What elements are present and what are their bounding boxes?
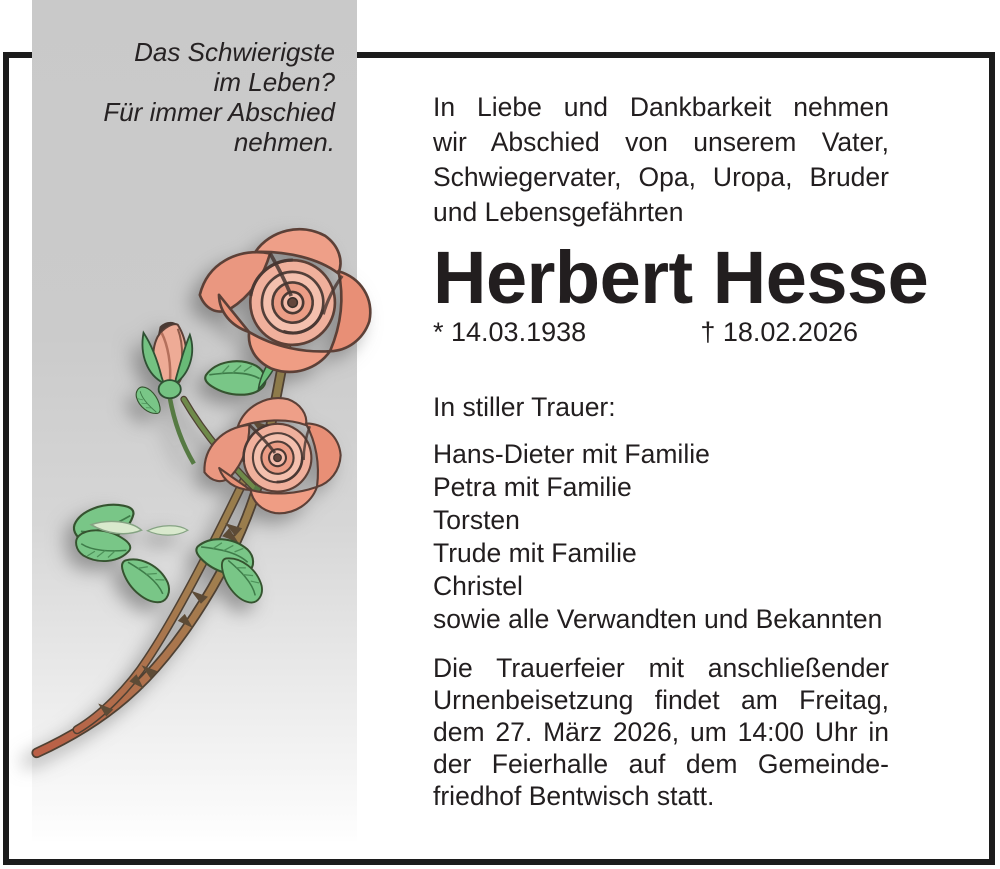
- mourners-list: [433, 438, 882, 636]
- mourning-heading: In stiller Trauer:: [433, 392, 616, 422]
- announcement-text: [433, 0, 929, 869]
- funeral-line: der Feierhalle auf dem Gemeinde-: [433, 749, 889, 779]
- quote-line: Für immer Abschied: [103, 97, 335, 127]
- mourner-name: sowie alle Verwandten und Bekannten: [433, 604, 883, 634]
- mourner-name: Torsten: [433, 505, 520, 535]
- mourner-name: Trude mit Familie: [433, 538, 637, 568]
- rose-illustration: [28, 226, 392, 770]
- deceased-name: Herbert Hesse: [433, 236, 929, 319]
- memorial-quote: [52, 37, 335, 157]
- death-date: † 18.02.2026: [700, 317, 858, 347]
- rose-top: [193, 226, 379, 380]
- intro-line: Schwiegervater, Opa, Uropa, Bruder: [433, 162, 889, 192]
- funeral-line: Urnenbeisetzung findet am Freitag,: [433, 685, 889, 715]
- intro-paragraph: [433, 90, 889, 230]
- mourner-name: Christel: [433, 571, 523, 601]
- intro-line: wir Abschied von unserem Vater,: [433, 127, 889, 157]
- mourner-name: Petra mit Familie: [433, 472, 632, 502]
- quote-line: nehmen.: [233, 127, 335, 157]
- funeral-line: Die Trauerfeier mit anschließender: [433, 653, 889, 683]
- funeral-paragraph: [433, 652, 889, 812]
- intro-line: In Liebe und Dankbarkeit nehmen: [433, 92, 889, 122]
- intro-line: und Lebensgefährten: [433, 197, 684, 227]
- quote-line: im Leben?: [213, 67, 335, 97]
- rose-lower: [194, 389, 349, 526]
- funeral-line: dem 27. März 2026, um 14:00 Uhr in: [433, 717, 889, 747]
- mourner-name: Hans-Dieter mit Familie: [433, 439, 710, 469]
- quote-line: Das Schwierigste: [134, 37, 335, 67]
- life-dates: [433, 317, 858, 348]
- funeral-line: friedhof Bentwisch statt.: [433, 781, 715, 811]
- birth-date: * 14.03.1938: [433, 317, 587, 347]
